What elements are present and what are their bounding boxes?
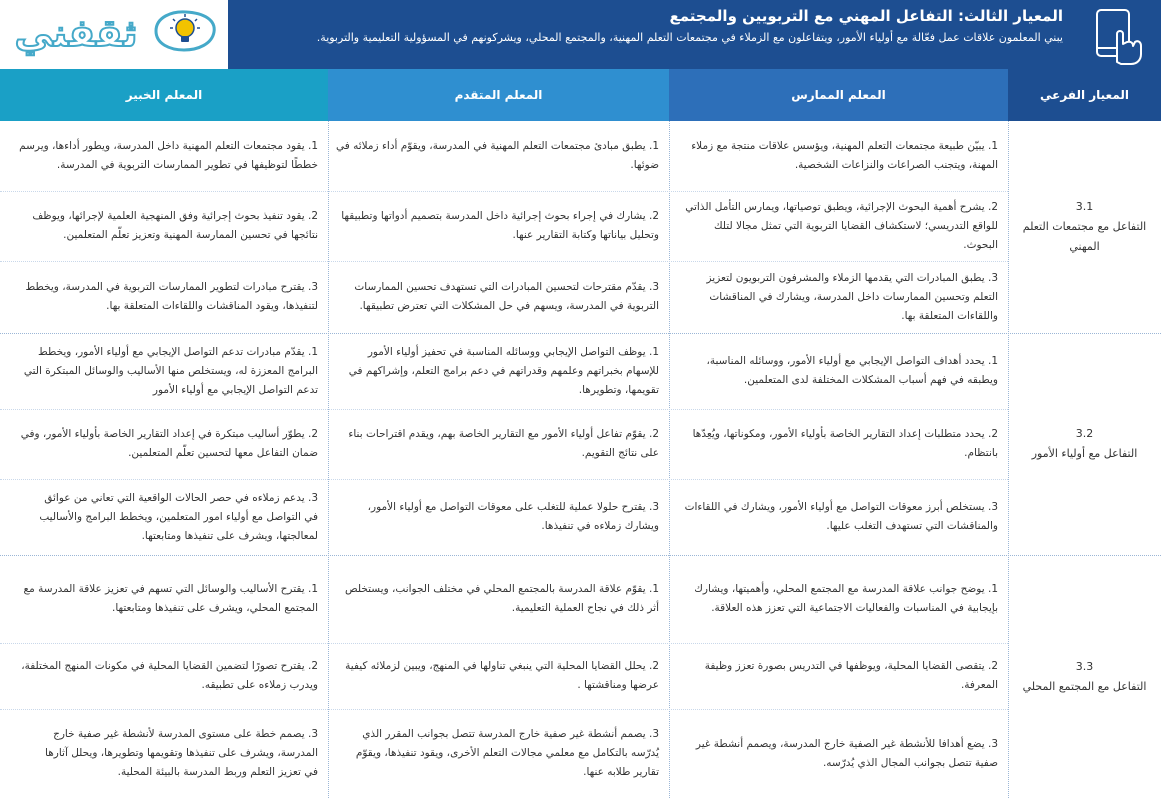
site-logo-text: ثقفني bbox=[14, 11, 138, 55]
table-row-4-practitioner: 1. يحدد أهداف التواصل الإيجابي مع أولياء الأمور، ووسائله المناسبة، ويطبقه في فهم أسباب المشكلات المختلفة لدى المتعلمين. bbox=[706, 355, 998, 386]
table-row-5-practitioner: 2. يحدد متطلبات إعداد التقارير الخاصة بأولياء الأمور، ومكوناتها، ويُعِدّها بانتظام. bbox=[692, 428, 998, 459]
standard-banner bbox=[0, 0, 1161, 69]
table-row-6-expert: 3. يدعم زملاءه في حصر الحالات الواقعية التي تعاني من عوائق في التواصل مع أولياء امور المتعلمين، ويخطط البرامج والأساليب لمعالجتها، ويشرف على تنفيذها ومتابعتها. bbox=[39, 491, 318, 542]
row-divider bbox=[0, 643, 1008, 644]
table-row-1-practitioner: 1. يبيّن طبيعة مجتمعات التعلم المهنية، ويؤسس علاقات منتجة مع زملاء المهنة، ويتجنب الصراعات والنزاعات الشخصية. bbox=[691, 140, 998, 171]
lightbulb-icon bbox=[150, 8, 220, 54]
standard-description: يبني المعلمون علاقات عمل فعّالة مع أولياء الأمور، ويتفاعلون مع الزملاء في مجتمعات التعلم المهنية، والمجتمع المحلي، ويشركونهم في المسؤولية التعليمية والتربوية. bbox=[316, 31, 1063, 44]
column-divider bbox=[669, 121, 670, 798]
table-row-6-practitioner: 3. يستخلص أبرز معوقات التواصل مع أولياء الأمور، ويشارك في اللقاءات والمناقشات التي تستهدف التغلب عليها. bbox=[684, 501, 998, 532]
group-divider bbox=[0, 333, 1161, 334]
standards-table bbox=[0, 69, 1161, 798]
table-row-5-expert: 2. يطوّر أساليب مبتكرة في إعداد التقارير الخاصة بأولياء الأمور، وفي ضمان التفاعل معها لتحسين تعلّم المتعلمين. bbox=[20, 428, 318, 459]
table-row-4-expert: 1. يقدّم مبادرات تدعم التواصل الإيجابي مع أولياء الأمور، ويخطط البرامج المعززة له، ويستخلص منها الأساليب والوسائل المبتكرة التي تدعم التواصل الإيجابي مع أولياء الأمور bbox=[23, 345, 318, 396]
table-row-3-advanced: 3. يقدّم مقترحات لتحسين المبادرات التي تستهدف تحسين الممارسات التربوية في المدرسة، ويسهم في حل المشكلات التي تعترض تطبيقها. bbox=[354, 281, 659, 312]
table-row-9-practitioner: 3. يضع أهدافا للأنشطة غير الصفية خارج المدرسة، ويصمم أنشطة غير صفية تتصل بجوانب المجال الذي يُدرّسه. bbox=[695, 737, 998, 769]
table-row-3-expert: 3. يقترح مبادرات لتطوير الممارسات التربوية في المدرسة، ويخطط لتنفيذها، ويقود المناقشات واللقاءات المتعلقة بها. bbox=[25, 281, 318, 312]
column-divider bbox=[328, 121, 329, 798]
table-row-2-practitioner: 2. يشرح أهمية البحوث الإجرائية، ويطبق توصياتها، ويمارس التأمل الذاتي للواقع التدريسي؛ لاستكشاف القضايا التربوية التي تمثل مجالا لتلك البحوث. bbox=[685, 200, 998, 251]
table-row-1-expert: 1. يقود مجتمعات التعلم المهنية داخل المدرسة، ويطور أداءها، ويرسم خططًا لتوظيفها في تطوير الممارسات التربوية في المدرسة. bbox=[19, 140, 318, 171]
table-row-8-practitioner: 2. يتقصى القضايا المحلية، ويوظفها في التدريس بصورة تعزز وظيفة المعرفة. bbox=[704, 660, 998, 691]
logo-area bbox=[0, 0, 228, 69]
table-row-9-advanced: 3. يصمم أنشطة غير صفية خارج المدرسة تتصل بجوانب المقرر الذي يُدرّسه بالتكامل مع معلمي مجالات التعلم الأخرى، ويقود تنفيذها، ويقوّم تقارير طلابه عنها. bbox=[355, 728, 659, 778]
header-advanced: المعلم المتقدم bbox=[328, 69, 669, 121]
header-practitioner: المعلم الممارس bbox=[669, 69, 1008, 121]
column-divider bbox=[1008, 121, 1009, 798]
row-divider bbox=[0, 409, 1008, 410]
header-sub-standard: المعيار الفرعي bbox=[1008, 69, 1161, 121]
table-row-9-expert: 3. يصمم خطة على مستوى المدرسة لأنشطة غير صفية خارج المدرسة، ويشرف على تنفيذها وتقويمها وتطويرها، ويحلل آثارها في تعزيز التعلم وربط المدرسة بالبيئة المحلية. bbox=[45, 728, 318, 778]
table-row-8-expert: 2. يقترح تصورًا لتضمين القضايا المحلية في مكونات المنهج المختلفة، ويدرب زملاءه على تطبيقه. bbox=[21, 660, 318, 691]
table-row-6-advanced: 3. يقترح حلولا عملية للتغلب على معوقات التواصل مع أولياء الأمور، ويشارك زملاءه في تنفيذها. bbox=[367, 501, 659, 532]
table-row-4-advanced: 1. يوظف التواصل الإيجابي ووسائله المناسبة في تحفيز أولياء الأمور للإسهام بخبراتهم وعلمهم وقدراتهم في دعم برامج التعلم، وإشراكهم في تقويمها، وتطويرها. bbox=[348, 345, 659, 396]
header-expert: المعلم الخبير bbox=[0, 69, 328, 121]
hand-touch-tablet-icon bbox=[1087, 4, 1147, 66]
table-row-1-advanced: 1. يطبق مبادئ مجتمعات التعلم المهنية في المدرسة، ويقوّم أداء زملائه في ضوئها. bbox=[336, 140, 659, 171]
table-row-2-advanced: 2. يشارك في إجراء بحوث إجرائية داخل المدرسة بتصميم أدواتها وتطبيقها وتحليل بياناتها وكتابة التقارير عنها. bbox=[341, 210, 659, 241]
row-divider bbox=[0, 479, 1008, 480]
table-row-3-practitioner: 3. يطبق المبادرات التي يقدمها الزملاء والمشرفون التربويون لتعزيز التعلم وتحسين الممارسات داخل المدرسة، ويشارك في المناقشات واللقاءات المتعلقة بها. bbox=[706, 271, 998, 322]
row-divider bbox=[0, 709, 1008, 710]
table-row-8-advanced: 2. يحلل القضايا المحلية التي ينبغي تناولها في المنهج، ويبين لزملائه كيفية عرضها ومناقشتها . bbox=[345, 660, 659, 691]
table-row-7-practitioner: 1. يوضح جوانب علاقة المدرسة مع المجتمع المحلي، وأهميتها، ويشارك بإيجابية في المناسبات والفعاليات الاجتماعية التي تعزز هذه العلاقة. bbox=[694, 583, 998, 614]
table-row-5-advanced: 2. يقوّم تفاعل أولياء الأمور مع التقارير الخاصة بهم، ويقدم اقتراحات بناء على نتائج التقويم. bbox=[348, 428, 659, 459]
table-row-2-expert: 2. يقود تنفيذ بحوث إجرائية وفق المنهجية العلمية لإجرائها، ويوظف نتائجها في تحسين الممارسة المهنية وتعزيز تعلّم المتعلمين. bbox=[32, 210, 318, 241]
table-row-7-expert: 1. يقترح الأساليب والوسائل التي تسهم في تعزيز علاقة المدرسة مع المجتمع المحلي، ويشرف على تنفيذها ومتابعتها. bbox=[23, 583, 318, 614]
table-row-7-advanced: 1. يقوّم علاقة المدرسة بالمجتمع المحلي في مختلف الجوانب، ويستخلص أثر ذلك في نجاح العملية التعليمية. bbox=[345, 583, 659, 614]
sub-standard-3-2: 3.2 التفاعل مع أولياء الأمور bbox=[1031, 427, 1138, 460]
group-divider bbox=[0, 555, 1161, 556]
sub-standard-3-1: 3.1 التفاعل مع مجتمعات التعلم المهني bbox=[1022, 200, 1147, 253]
standard-title: المعيار الثالث: التفاعل المهني مع التربويين والمجتمع bbox=[669, 7, 1063, 25]
row-divider bbox=[0, 261, 1008, 262]
sub-standard-3-3: 3.3 التفاعل مع المجتمع المحلي bbox=[1022, 659, 1147, 693]
row-divider bbox=[0, 191, 1008, 192]
